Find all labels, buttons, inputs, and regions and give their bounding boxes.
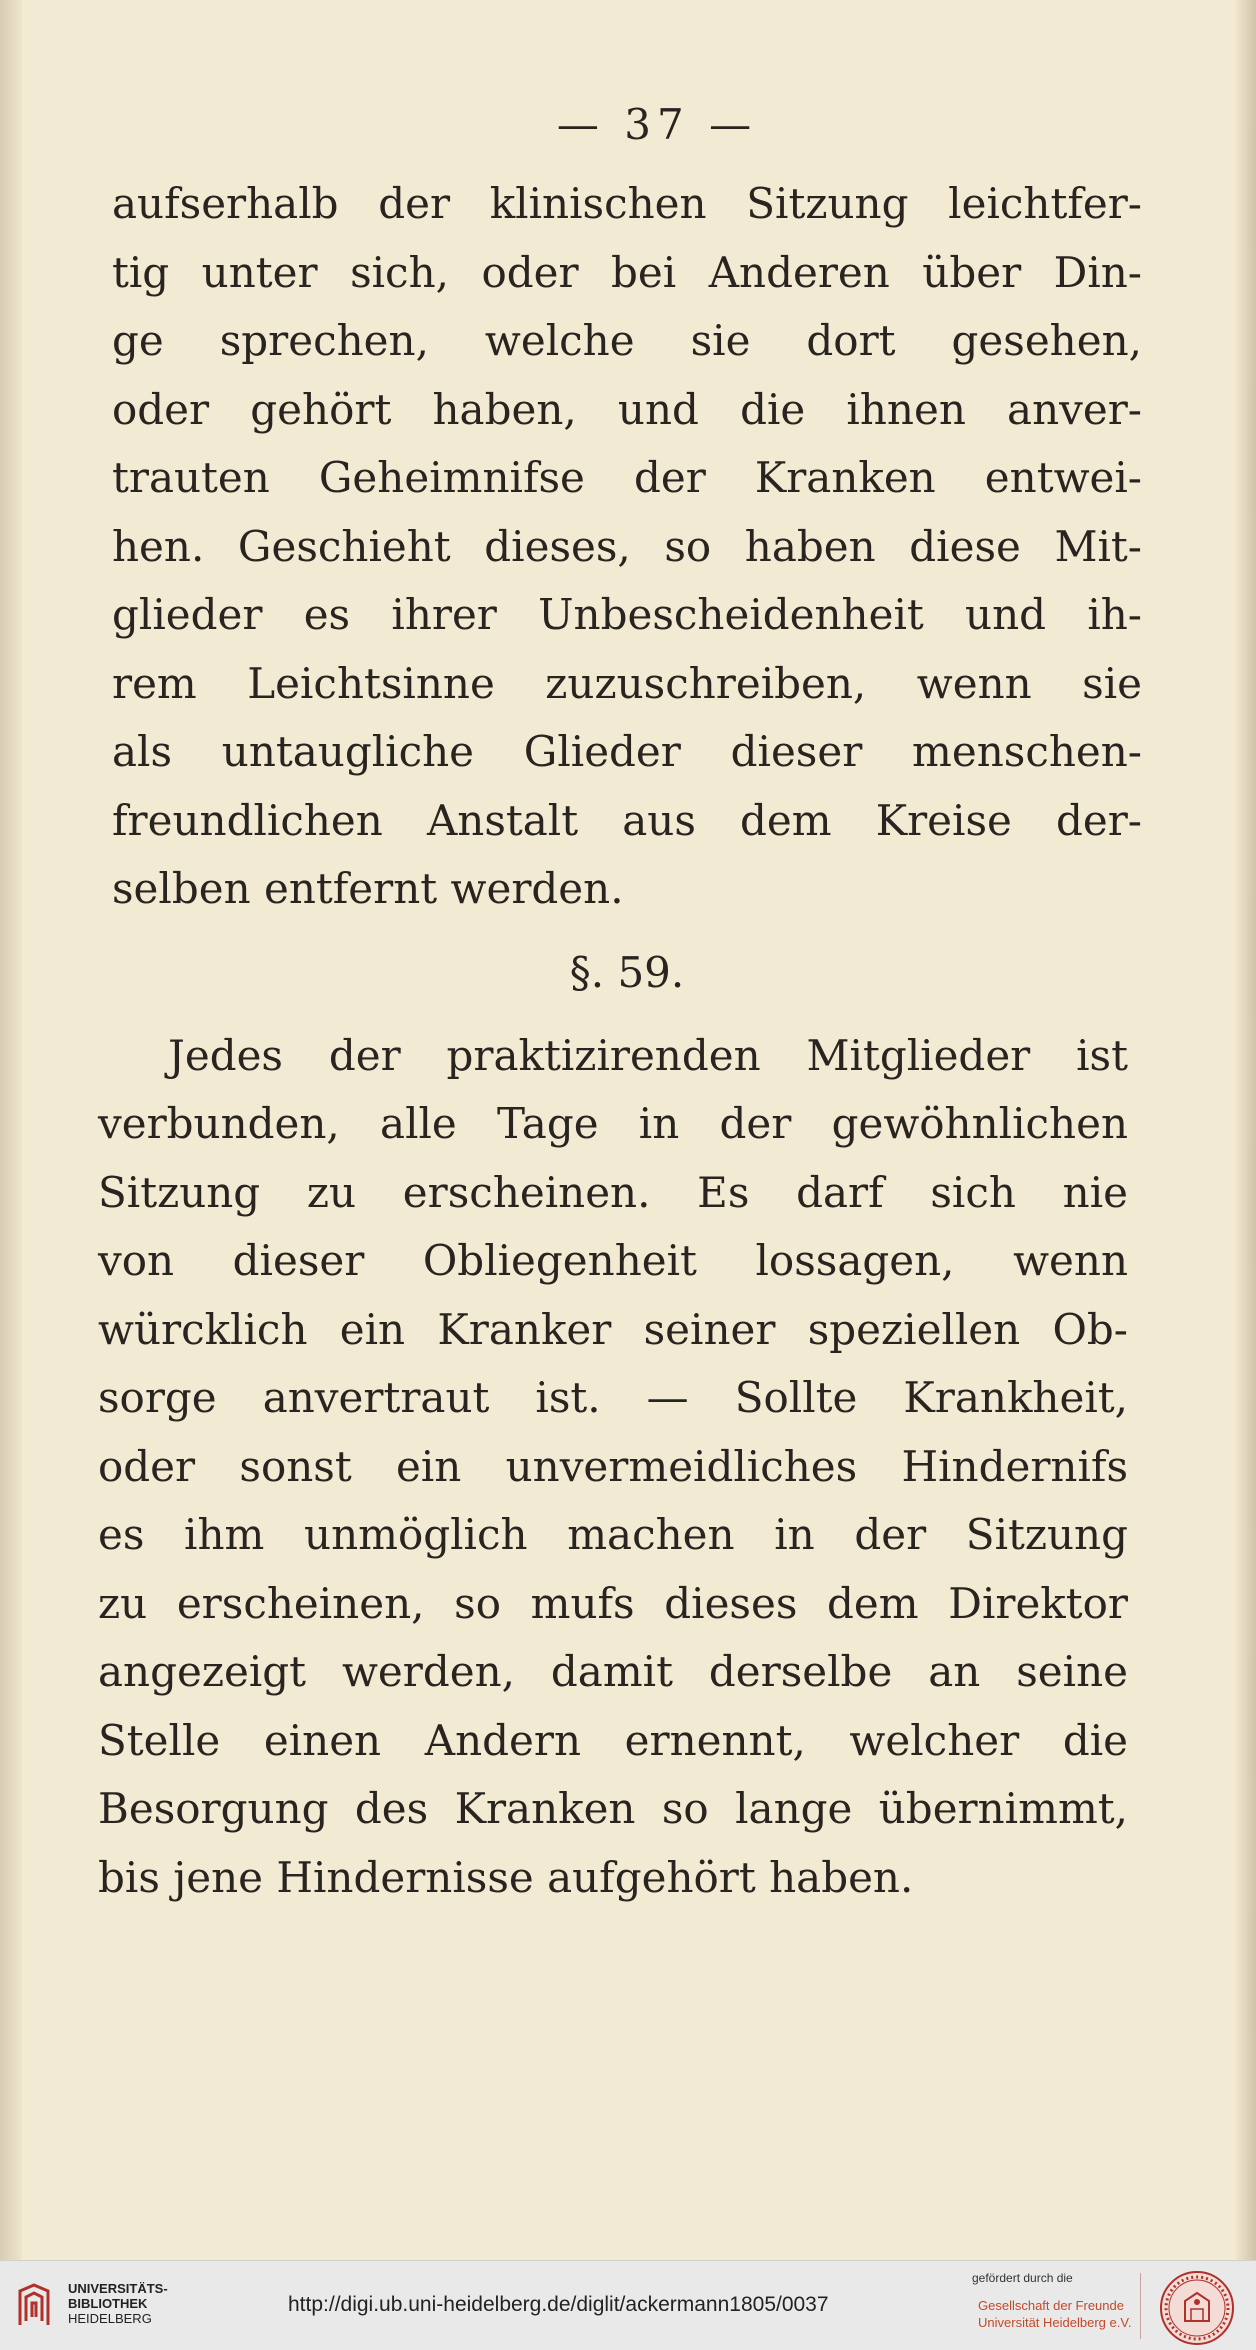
- text-line: hen. Geschieht dieses, so haben diese Mit-: [112, 521, 1142, 571]
- university-library-logo-icon[interactable]: [14, 2281, 54, 2329]
- text-line: verbunden, alle Tage in der gewöhnlichen: [98, 1099, 1128, 1148]
- text-line: ge sprechen, welche sie dort gesehen,: [112, 316, 1142, 365]
- text-line: Jedes der praktizirenden Mitglieder ist: [168, 1030, 1128, 1080]
- text-line: Besorgung des Kranken so lange übernimmt,: [98, 1784, 1128, 1833]
- text-line: rem Leichtsinne zuzuschreiben, wenn sie: [112, 658, 1142, 708]
- paragraph-2: [98, 1022, 1142, 1913]
- text-line: würcklich ein Kranker seiner speziellen Ob-: [98, 1304, 1128, 1354]
- text-line: selben entfernt werden.: [112, 864, 624, 913]
- text-line: oder sonst ein unvermeidliches Hindernifs: [98, 1441, 1128, 1491]
- page-edge-left: [0, 0, 22, 2260]
- text-line: bis jene Hindernisse aufgehört haben.: [98, 1852, 914, 1902]
- permalink-url[interactable]: http://digi.ub.uni-heidelberg.de/diglit/ackermann1805/0037: [288, 2293, 829, 2316]
- paragraph-1: [112, 170, 1142, 924]
- text-line: trauten Geheimnifse der Kranken entwei-: [112, 453, 1142, 502]
- text-line: sorge anvertraut ist. — Sollte Krankheit,: [98, 1373, 1128, 1422]
- text-line: zu erscheinen, so mufs dieses dem Direktor: [98, 1578, 1128, 1628]
- library-name[interactable]: [68, 2281, 168, 2326]
- text-line: Stelle einen Andern ernennt, welcher die: [98, 1715, 1128, 1765]
- funded-by-label: gefördert durch die: [972, 2271, 1073, 2285]
- section-heading: §. 59.: [569, 947, 685, 997]
- text-line: oder gehört haben, und die ihnen anver-: [112, 384, 1142, 434]
- text-line: aufserhalb der klinischen Sitzung leichtfer-: [112, 179, 1142, 228]
- sponsor-name-line: Gesellschaft der Freunde: [978, 2298, 1124, 2313]
- text-line: angezeigt werden, damit derselbe an seine: [98, 1647, 1128, 1696]
- text-line: als untaugliche Glieder dieser menschen-: [112, 727, 1142, 776]
- text-line: es ihm unmöglich machen in der Sitzung: [98, 1510, 1128, 1559]
- university-seal-icon: [1158, 2269, 1236, 2347]
- sponsor-name[interactable]: [978, 2297, 1131, 2331]
- footer-divider: [1140, 2273, 1141, 2339]
- library-name-line: HEIDELBERG: [68, 2311, 152, 2326]
- text-line: Sitzung zu erscheinen. Es darf sich nie: [98, 1167, 1128, 1217]
- page-number: — 37 —: [556, 100, 758, 149]
- text-line: tig unter sich, oder bei Anderen über Din-: [112, 247, 1142, 297]
- viewer-footer: [0, 2260, 1256, 2350]
- text-line: freundlichen Anstalt aus dem Kreise der-: [112, 795, 1142, 845]
- library-name-line: BIBLIOTHEK: [68, 2296, 148, 2311]
- library-name-line: UNIVERSITÄTS-: [68, 2281, 168, 2296]
- page-edge-right: [1236, 0, 1256, 2260]
- sponsor-name-line: Universität Heidelberg e.V.: [978, 2315, 1132, 2330]
- text-line: glieder es ihrer Unbescheidenheit und ih-: [112, 590, 1142, 639]
- text-line: von dieser Obliegenheit lossagen, wenn: [98, 1236, 1128, 1285]
- page-text: [98, 80, 1142, 1912]
